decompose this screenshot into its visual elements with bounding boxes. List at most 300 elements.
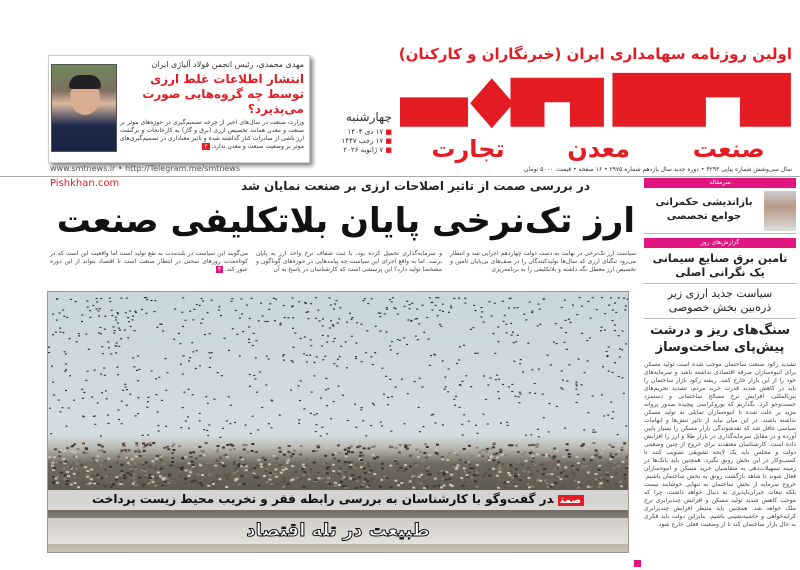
bird bbox=[60, 411, 62, 412]
debris bbox=[517, 479, 520, 481]
debris bbox=[379, 486, 382, 488]
debris bbox=[216, 480, 219, 482]
debris bbox=[409, 466, 412, 468]
debris bbox=[332, 454, 335, 456]
debris bbox=[172, 449, 175, 451]
debris bbox=[354, 457, 357, 459]
debris bbox=[599, 478, 602, 480]
bird bbox=[242, 331, 244, 332]
photo-story-title[interactable]: طبیعت در تله اقتصاد bbox=[48, 518, 628, 544]
bird bbox=[575, 384, 577, 385]
bird bbox=[370, 425, 372, 426]
debris bbox=[450, 474, 453, 476]
debris bbox=[219, 478, 222, 480]
top-story-box[interactable] bbox=[48, 55, 310, 163]
debris bbox=[160, 468, 163, 470]
debris bbox=[629, 466, 630, 468]
debris bbox=[532, 457, 535, 459]
bird bbox=[481, 311, 483, 312]
debris bbox=[465, 481, 468, 483]
debris bbox=[163, 456, 166, 458]
debris bbox=[339, 468, 342, 470]
debris bbox=[52, 482, 55, 484]
bird bbox=[508, 386, 510, 387]
bird bbox=[248, 339, 250, 340]
bird bbox=[612, 320, 614, 321]
bird bbox=[204, 334, 206, 335]
debris bbox=[273, 445, 276, 447]
debris bbox=[326, 481, 329, 483]
debris bbox=[367, 465, 370, 467]
debris bbox=[135, 456, 138, 458]
bird bbox=[127, 317, 129, 318]
debris bbox=[582, 466, 585, 468]
bird bbox=[422, 305, 424, 306]
bird bbox=[426, 317, 428, 318]
page-badge: ۴ bbox=[217, 266, 222, 273]
brand-tag: صمت bbox=[558, 495, 584, 506]
bird bbox=[310, 303, 312, 304]
bird bbox=[208, 424, 210, 425]
debris bbox=[529, 452, 532, 454]
bird bbox=[63, 316, 65, 317]
bird bbox=[407, 319, 409, 320]
bird bbox=[590, 318, 592, 319]
debris bbox=[488, 459, 491, 461]
bird bbox=[366, 330, 368, 331]
bird bbox=[235, 310, 237, 311]
debris bbox=[571, 465, 574, 467]
bird bbox=[188, 428, 190, 429]
bird bbox=[304, 336, 306, 337]
debris bbox=[514, 473, 517, 475]
bird bbox=[137, 413, 139, 414]
bird bbox=[612, 310, 614, 311]
bird bbox=[430, 355, 432, 356]
bird bbox=[109, 298, 111, 299]
debris bbox=[511, 477, 514, 479]
debris bbox=[110, 486, 113, 488]
debris bbox=[350, 464, 353, 466]
debris bbox=[73, 473, 76, 475]
bird bbox=[294, 332, 296, 333]
debris bbox=[188, 475, 191, 477]
debris bbox=[504, 454, 507, 456]
debris bbox=[539, 480, 542, 482]
bird bbox=[117, 312, 119, 313]
debris bbox=[216, 460, 219, 462]
bird bbox=[455, 396, 457, 397]
bird bbox=[134, 330, 136, 331]
bird bbox=[379, 313, 381, 314]
debris bbox=[302, 464, 305, 466]
debris bbox=[419, 482, 422, 484]
bird bbox=[89, 317, 91, 318]
debris bbox=[600, 452, 603, 454]
debris bbox=[557, 476, 560, 478]
debris bbox=[89, 482, 92, 484]
bird bbox=[122, 390, 124, 391]
bird bbox=[232, 328, 234, 329]
debris bbox=[389, 445, 392, 447]
debris bbox=[163, 463, 166, 465]
bird bbox=[623, 393, 625, 394]
bird bbox=[418, 407, 420, 408]
bird bbox=[148, 397, 150, 398]
bird bbox=[303, 353, 305, 354]
debris bbox=[188, 470, 191, 472]
debris bbox=[263, 475, 266, 477]
bird bbox=[187, 416, 189, 417]
debris bbox=[515, 445, 518, 447]
editorial-label: سرمقاله bbox=[644, 178, 796, 188]
debris bbox=[350, 445, 353, 447]
main-headline[interactable]: ارز تک‌نرخی پایان بلاتکلیفی صنعت bbox=[56, 201, 635, 241]
debris bbox=[214, 486, 217, 488]
bird bbox=[431, 302, 433, 303]
debris bbox=[100, 477, 103, 479]
bird bbox=[355, 343, 357, 344]
debris bbox=[557, 464, 560, 466]
bird bbox=[151, 370, 153, 371]
bird bbox=[280, 323, 282, 324]
bird bbox=[322, 325, 324, 326]
bird bbox=[465, 375, 467, 376]
debris bbox=[233, 472, 236, 474]
bird bbox=[307, 318, 309, 319]
debris bbox=[517, 451, 520, 453]
debris bbox=[253, 467, 256, 469]
debris bbox=[476, 486, 479, 488]
bird bbox=[202, 319, 204, 320]
bird bbox=[222, 428, 224, 429]
debris bbox=[572, 467, 575, 469]
debris bbox=[576, 456, 579, 458]
top-story-kicker: مهدی محمدی، رئیس انجمن فولاد آلیاژی ایران bbox=[151, 60, 304, 69]
debris bbox=[444, 479, 447, 481]
debris bbox=[258, 459, 261, 461]
debris bbox=[623, 484, 626, 486]
bird bbox=[207, 312, 209, 313]
debris bbox=[169, 475, 172, 477]
bird bbox=[553, 342, 555, 343]
bird bbox=[607, 415, 609, 416]
debris bbox=[191, 461, 194, 463]
debris bbox=[515, 475, 518, 477]
debris bbox=[51, 465, 54, 467]
debris bbox=[199, 482, 202, 484]
bird bbox=[621, 349, 623, 350]
debris bbox=[478, 451, 481, 453]
bird bbox=[505, 324, 507, 325]
bird bbox=[147, 401, 149, 402]
bird bbox=[52, 334, 54, 335]
debris bbox=[580, 445, 583, 447]
debris bbox=[227, 474, 230, 476]
bird bbox=[283, 305, 285, 306]
debris bbox=[579, 485, 582, 487]
debris bbox=[621, 461, 624, 463]
bird bbox=[435, 297, 437, 298]
debris bbox=[347, 451, 350, 453]
landfill-photo[interactable] bbox=[47, 291, 629, 553]
debris bbox=[119, 483, 122, 485]
debris bbox=[143, 470, 146, 472]
bird bbox=[416, 318, 418, 319]
debris bbox=[224, 454, 227, 456]
bird bbox=[121, 423, 123, 424]
bird bbox=[373, 404, 375, 405]
bird bbox=[85, 380, 87, 381]
bird bbox=[593, 429, 595, 430]
bird bbox=[453, 298, 455, 299]
bird bbox=[115, 345, 117, 346]
debris bbox=[126, 472, 129, 474]
bird bbox=[458, 298, 460, 299]
debris bbox=[233, 448, 236, 450]
bird bbox=[199, 420, 201, 421]
debris bbox=[69, 466, 72, 468]
bird bbox=[429, 365, 431, 366]
bird bbox=[608, 347, 610, 348]
debris bbox=[547, 447, 550, 449]
bird bbox=[531, 311, 533, 312]
bird bbox=[113, 326, 115, 327]
debris bbox=[159, 475, 162, 477]
debris bbox=[527, 467, 530, 469]
debris bbox=[568, 456, 571, 458]
debris bbox=[526, 483, 529, 485]
bird bbox=[258, 320, 260, 321]
debris bbox=[222, 455, 225, 457]
debris bbox=[66, 471, 69, 473]
debris bbox=[90, 469, 93, 471]
debris bbox=[459, 479, 462, 481]
bird bbox=[96, 298, 98, 299]
bird bbox=[256, 392, 258, 393]
bird bbox=[423, 332, 425, 333]
bird bbox=[279, 415, 281, 416]
bird bbox=[82, 416, 84, 417]
debris bbox=[303, 471, 306, 473]
bird bbox=[196, 350, 198, 351]
report-1-title[interactable]: تامین برق صنایع سیمانی یک نگرانی اصلی bbox=[652, 252, 788, 279]
debris bbox=[373, 473, 376, 475]
debris bbox=[600, 443, 603, 445]
debris bbox=[122, 443, 125, 445]
bird bbox=[188, 360, 190, 361]
bird bbox=[391, 396, 393, 397]
bird bbox=[309, 355, 311, 356]
bird bbox=[538, 369, 540, 370]
debris bbox=[60, 472, 63, 474]
bird bbox=[610, 297, 612, 298]
bird bbox=[255, 357, 257, 358]
debris bbox=[476, 475, 479, 477]
debris bbox=[133, 474, 136, 476]
debris bbox=[217, 445, 220, 447]
bird bbox=[181, 312, 183, 313]
bird bbox=[517, 307, 519, 308]
debris bbox=[270, 483, 273, 485]
bird bbox=[440, 326, 442, 327]
bird bbox=[381, 425, 383, 426]
bird bbox=[261, 407, 263, 408]
debris bbox=[345, 455, 348, 457]
debris bbox=[97, 455, 100, 457]
bird bbox=[275, 299, 277, 300]
top-story-headline[interactable]: انتشار اطلاعات غلط ارزی توسط چه گروه‌هایی صورت می‌پذیرد؟ bbox=[142, 72, 304, 116]
debris bbox=[349, 467, 352, 469]
bird bbox=[519, 392, 521, 393]
debris bbox=[127, 462, 130, 464]
bird bbox=[350, 319, 352, 320]
bird bbox=[211, 300, 213, 301]
bird bbox=[317, 310, 319, 311]
bird bbox=[538, 436, 540, 437]
bird bbox=[228, 350, 230, 351]
bird bbox=[508, 308, 510, 309]
bird bbox=[346, 322, 348, 323]
debris bbox=[371, 479, 374, 481]
bird bbox=[249, 318, 251, 319]
debris bbox=[293, 450, 296, 452]
debris bbox=[497, 461, 500, 463]
debris bbox=[282, 469, 285, 471]
debris bbox=[423, 487, 426, 489]
debris bbox=[340, 445, 343, 447]
debris bbox=[492, 468, 495, 470]
bird bbox=[504, 315, 506, 316]
bird bbox=[314, 362, 316, 363]
bird bbox=[124, 384, 126, 385]
debris bbox=[361, 455, 364, 457]
debris bbox=[563, 470, 566, 472]
bird bbox=[513, 342, 515, 343]
bird bbox=[391, 341, 393, 342]
debris bbox=[59, 462, 62, 464]
bird bbox=[334, 303, 336, 304]
bird bbox=[492, 333, 494, 334]
debris bbox=[214, 465, 217, 467]
main-column-1: سیاست ارز تک‌نرخی در نهایت به دست دولت چهاردهم اجرایی شد و انتظار می‌رود تنگنای ارزی که سال‌ها تولیدکنندگان را در صف‌های بی‌پایان تامین و تخصیص ارز معطل نگه داشته و بلاتکلیفی را به برنامه‌ریزی bbox=[450, 250, 636, 273]
bird bbox=[192, 394, 194, 395]
bird bbox=[586, 340, 588, 341]
debris bbox=[165, 478, 168, 480]
debris bbox=[112, 483, 115, 485]
debris bbox=[344, 487, 347, 489]
debris bbox=[454, 464, 457, 466]
debris bbox=[399, 444, 402, 446]
debris bbox=[278, 447, 281, 449]
bird bbox=[203, 429, 205, 430]
debris bbox=[537, 479, 540, 481]
debris bbox=[142, 464, 145, 466]
bird bbox=[568, 319, 570, 320]
bird bbox=[306, 361, 308, 362]
debris bbox=[389, 486, 392, 488]
bird bbox=[487, 384, 489, 385]
bird bbox=[589, 337, 591, 338]
report-2-title[interactable]: سیاست جدید ارزی زیر ذره‌بین بخش خصوصی bbox=[667, 287, 773, 314]
bird bbox=[529, 392, 531, 393]
debris bbox=[591, 456, 594, 458]
bird bbox=[601, 297, 603, 298]
bird bbox=[91, 397, 93, 398]
debris bbox=[546, 483, 549, 485]
debris bbox=[544, 479, 547, 481]
bird bbox=[249, 386, 251, 387]
report-3-title[interactable]: سنگ‌های ریز و درشت پیش‌پای ساخت‌وساز bbox=[649, 323, 791, 355]
bird bbox=[128, 321, 130, 322]
bird bbox=[537, 325, 539, 326]
bird bbox=[221, 375, 223, 376]
debris bbox=[504, 486, 507, 488]
bird bbox=[253, 375, 255, 376]
bird bbox=[321, 427, 323, 428]
bird bbox=[108, 347, 110, 348]
debris bbox=[435, 449, 438, 451]
bird bbox=[211, 352, 213, 353]
debris bbox=[76, 463, 79, 465]
debris bbox=[426, 446, 429, 448]
debris bbox=[64, 478, 67, 480]
debris bbox=[198, 446, 201, 448]
debris bbox=[468, 464, 471, 466]
debris bbox=[452, 460, 455, 462]
debris bbox=[151, 479, 154, 481]
bird bbox=[611, 372, 613, 373]
debris bbox=[75, 456, 78, 458]
debris bbox=[48, 456, 51, 458]
editorial-item[interactable] bbox=[644, 191, 796, 233]
debris bbox=[56, 476, 59, 478]
bird bbox=[338, 386, 340, 387]
bird bbox=[514, 307, 516, 308]
debris bbox=[99, 448, 102, 450]
editorial-title[interactable]: بازاندیشی حکمرانی جوامع تخصصی bbox=[655, 197, 753, 222]
bird bbox=[129, 394, 131, 395]
debris bbox=[257, 485, 260, 487]
bird bbox=[462, 381, 464, 382]
bird bbox=[52, 314, 54, 315]
bird bbox=[125, 387, 127, 388]
debris bbox=[184, 478, 187, 480]
bird bbox=[450, 306, 452, 307]
debris bbox=[276, 482, 279, 484]
bird bbox=[207, 435, 209, 436]
debris bbox=[262, 457, 265, 459]
bird bbox=[201, 298, 203, 299]
bird bbox=[266, 356, 268, 357]
debris bbox=[157, 471, 160, 473]
bird bbox=[444, 377, 446, 378]
debris bbox=[125, 451, 128, 453]
debris bbox=[438, 473, 441, 475]
bird bbox=[572, 305, 574, 306]
debris bbox=[465, 462, 468, 464]
debris bbox=[602, 478, 605, 480]
debris bbox=[131, 458, 134, 460]
bird bbox=[463, 414, 465, 415]
bird bbox=[230, 405, 232, 406]
bird bbox=[303, 408, 305, 409]
bird bbox=[82, 398, 84, 399]
bird bbox=[333, 308, 335, 309]
bird bbox=[319, 320, 321, 321]
bird bbox=[130, 326, 132, 327]
bird bbox=[403, 337, 405, 338]
